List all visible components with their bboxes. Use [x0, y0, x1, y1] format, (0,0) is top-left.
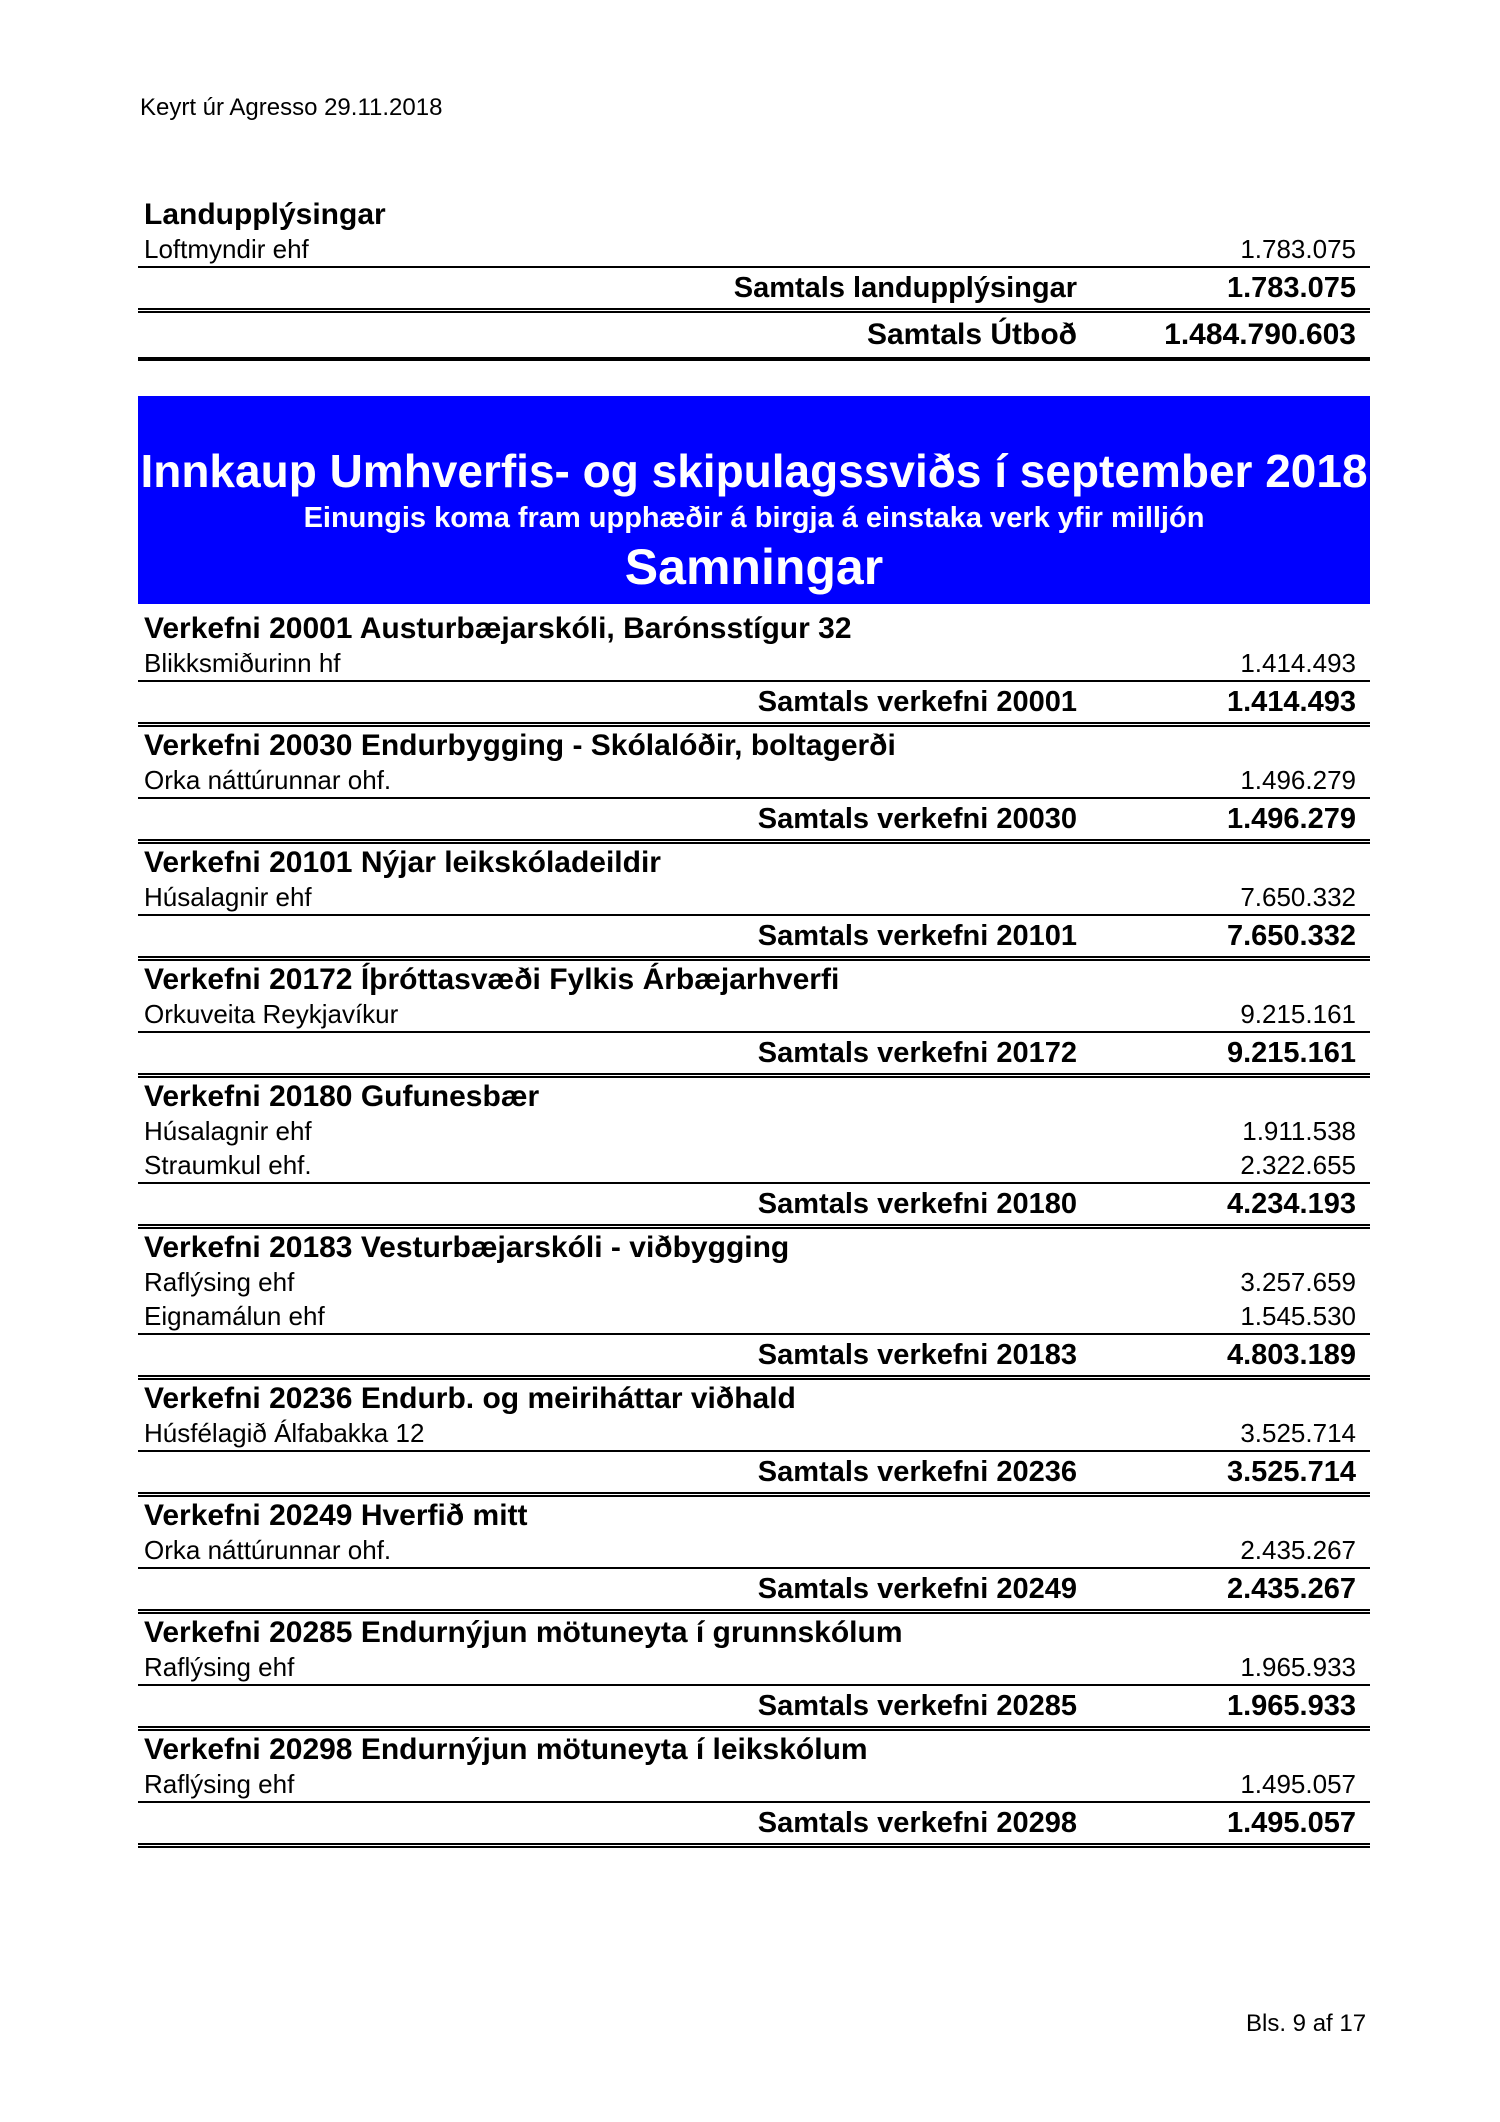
- total-amount: 4.803.189: [1226, 1339, 1356, 1371]
- supplier-name: Raflýsing ehf: [144, 1769, 295, 1799]
- section-title: Verkefni 20298 Endurnýjun mötuneyta í leikskólum: [144, 1733, 868, 1766]
- total-amount: 1.783.075: [1226, 272, 1356, 304]
- section-total: [138, 1450, 1370, 1497]
- section-total: [138, 914, 1370, 961]
- total-amount: 1.965.933: [1226, 1690, 1356, 1722]
- section-total: [138, 797, 1370, 844]
- supplier-name: Orka náttúrunnar ohf.: [144, 1535, 392, 1565]
- report-banner: [138, 396, 1370, 604]
- supplier-amount: 1.911.538: [1242, 1116, 1356, 1146]
- supplier-name: Orkuveita Reykjavíkur: [144, 999, 399, 1029]
- project-section: [138, 1382, 1370, 1497]
- section-title: Verkefni 20172 Íþróttasvæði Fylkis Árbæjarhverfi: [144, 963, 840, 996]
- landupplysingar-section: [138, 198, 1370, 361]
- total-amount: 1.495.057: [1226, 1807, 1356, 1839]
- supplier-name: Húsalagnir ehf: [144, 1116, 312, 1146]
- supplier-amount: 9.215.161: [1240, 999, 1356, 1029]
- supplier-amount: 3.525.714: [1240, 1418, 1356, 1448]
- list-item: [138, 1767, 1370, 1801]
- list-item: [138, 1299, 1370, 1333]
- supplier-name: Eignamálun ehf: [144, 1301, 325, 1331]
- project-section: [138, 1616, 1370, 1731]
- supplier-amount: 1.545.530: [1240, 1301, 1356, 1331]
- supplier-amount: 3.257.659: [1240, 1267, 1356, 1297]
- grand-total-amount: 1.484.790.603: [1164, 318, 1356, 351]
- total-label: Samtals verkefni 20030: [757, 803, 1077, 835]
- supplier-name: Húsalagnir ehf: [144, 882, 312, 912]
- list-item: [138, 880, 1370, 914]
- total-amount: 3.525.714: [1226, 1456, 1356, 1488]
- list-item: [138, 1265, 1370, 1299]
- section-title: Verkefni 20001 Austurbæjarskóli, Barónsstígur 32: [144, 612, 852, 645]
- total-label: Samtals verkefni 20001: [757, 686, 1077, 718]
- total-label: Samtals landupplýsingar: [733, 272, 1077, 304]
- section-title: Verkefni 20249 Hverfið mitt: [144, 1499, 528, 1532]
- supplier-amount: 1.496.279: [1240, 765, 1356, 795]
- project-section: [138, 1231, 1370, 1380]
- total-amount: 4.234.193: [1226, 1188, 1356, 1220]
- total-label: Samtals verkefni 20101: [757, 920, 1077, 952]
- section-total: [138, 1182, 1370, 1229]
- supplier-amount: 2.322.655: [1240, 1150, 1356, 1180]
- list-item: [138, 1533, 1370, 1567]
- project-section: [138, 846, 1370, 961]
- total-label: Samtals verkefni 20236: [757, 1456, 1077, 1488]
- total-amount: 1.414.493: [1226, 686, 1356, 718]
- supplier-name: Straumkul ehf.: [144, 1150, 312, 1180]
- page-number: Bls. 9 af 17: [1246, 2010, 1367, 2037]
- banner-subtitle: Einungis koma fram upphæðir á birgja á einstaka verk yfir milljón: [303, 502, 1205, 534]
- project-sections: [138, 612, 1370, 1850]
- section-total: [138, 680, 1370, 727]
- section-title: Verkefni 20236 Endurb. og meiriháttar viðhald: [144, 1382, 796, 1415]
- list-item: [138, 646, 1370, 680]
- list-item: [138, 1416, 1370, 1450]
- supplier-name: Raflýsing ehf: [144, 1267, 295, 1297]
- project-section: [138, 729, 1370, 844]
- project-section: [138, 1733, 1370, 1848]
- total-label: Samtals verkefni 20285: [757, 1690, 1077, 1722]
- project-section: [138, 612, 1370, 727]
- total-label: Samtals verkefni 20249: [757, 1573, 1077, 1605]
- project-section: [138, 1080, 1370, 1229]
- supplier-amount: 1.965.933: [1240, 1652, 1356, 1682]
- section-total: [138, 266, 1370, 313]
- banner-title: Innkaup Umhverfis- og skipulagssviðs í september 2018: [140, 445, 1368, 497]
- banner-heading: Samningar: [624, 539, 884, 595]
- total-label: Samtals verkefni 20180: [757, 1188, 1077, 1220]
- export-note: Keyrt úr Agresso 29.11.2018: [140, 94, 443, 121]
- supplier-name: Raflýsing ehf: [144, 1652, 295, 1682]
- list-item: [138, 997, 1370, 1031]
- section-total: [138, 1333, 1370, 1380]
- list-item: [138, 763, 1370, 797]
- list-item: [138, 1650, 1370, 1684]
- section-total: [138, 1801, 1370, 1848]
- supplier-amount: 1.783.075: [1240, 234, 1356, 264]
- section-title: Verkefni 20101 Nýjar leikskóladeildir: [144, 846, 661, 879]
- total-label: Samtals verkefni 20298: [757, 1807, 1077, 1839]
- section-title: Verkefni 20030 Endurbygging - Skólalóðir, boltagerði: [144, 729, 896, 762]
- supplier-amount: 1.414.493: [1240, 648, 1356, 678]
- list-item: [138, 232, 1370, 266]
- total-label: Samtals verkefni 20183: [757, 1339, 1077, 1371]
- project-section: [138, 963, 1370, 1078]
- total-amount: 9.215.161: [1226, 1037, 1356, 1069]
- supplier-name: Loftmyndir ehf: [144, 234, 309, 264]
- supplier-amount: 7.650.332: [1240, 882, 1356, 912]
- total-amount: 2.435.267: [1226, 1573, 1356, 1605]
- section-total: [138, 1567, 1370, 1614]
- list-item: [138, 1148, 1370, 1182]
- section-total: [138, 1684, 1370, 1731]
- supplier-amount: 2.435.267: [1240, 1535, 1356, 1565]
- grand-total-label: Samtals Útboð: [866, 318, 1077, 351]
- supplier-name: Húsfélagið Álfabakka 12: [144, 1418, 425, 1448]
- section-total: [138, 1031, 1370, 1078]
- list-item: [138, 1114, 1370, 1148]
- section-title: Verkefni 20180 Gufunesbær: [144, 1080, 540, 1113]
- supplier-amount: 1.495.057: [1240, 1769, 1356, 1799]
- grand-total: [138, 313, 1370, 361]
- total-amount: 1.496.279: [1226, 803, 1356, 835]
- section-title: Verkefni 20285 Endurnýjun mötuneyta í grunnskólum: [144, 1616, 903, 1649]
- section-title: Verkefni 20183 Vesturbæjarskóli - viðbygging: [144, 1231, 790, 1264]
- project-section: [138, 1499, 1370, 1614]
- supplier-name: Orka náttúrunnar ohf.: [144, 765, 392, 795]
- total-amount: 7.650.332: [1226, 920, 1356, 952]
- supplier-name: Blikksmiðurinn hf: [144, 648, 341, 678]
- total-label: Samtals verkefni 20172: [757, 1037, 1077, 1069]
- section-title: Landupplýsingar: [144, 198, 386, 231]
